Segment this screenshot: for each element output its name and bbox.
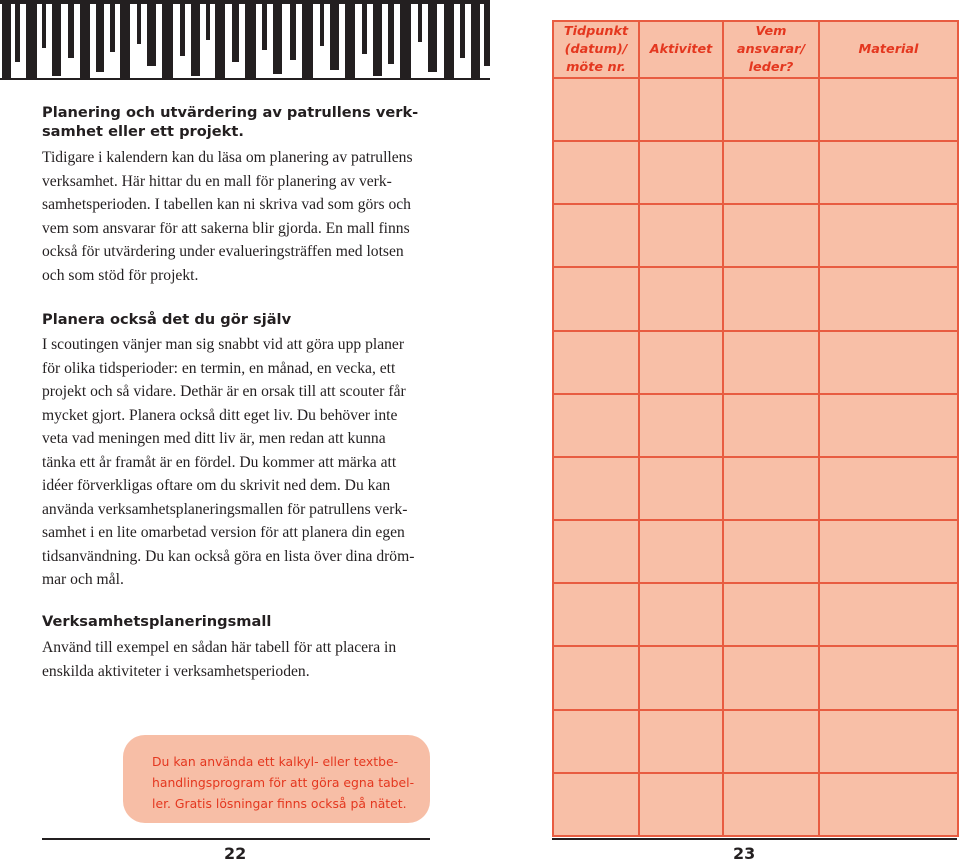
table-cell [723, 331, 819, 394]
table-row [553, 710, 958, 773]
table-cell [553, 520, 639, 583]
table-cell [723, 773, 819, 836]
table-row [553, 141, 958, 204]
table-cell [723, 710, 819, 773]
table-cell [639, 457, 723, 520]
text-line: tänka ett år framåt är en fördel. Du kommer att märka att [42, 453, 397, 471]
table-cell [639, 78, 723, 141]
table-cell [723, 394, 819, 457]
table-cell [819, 267, 958, 330]
table-row [553, 520, 958, 583]
section-heading-template: Verksamhetsplaneringsmall [42, 613, 272, 630]
table-row [553, 583, 958, 646]
page-number-left: 22 [224, 844, 247, 863]
text-line: Tidigare i kalendern kan du läsa om planering av patrullens [42, 149, 413, 166]
table-cell [553, 141, 639, 204]
table-cell [553, 773, 639, 836]
text-line: också för utvärdering under evalueringsträffen med lotsen [42, 243, 404, 260]
column-header-time: Tidpunkt (datum)/ möte nr. [553, 21, 639, 78]
table-cell [639, 646, 723, 709]
table-cell [723, 141, 819, 204]
table-cell [553, 457, 639, 520]
footer-rule-right [552, 838, 957, 840]
table-row [553, 394, 958, 457]
table-cell [819, 710, 958, 773]
table-cell [819, 331, 958, 394]
text-line: projekt och så vidare. Dethär är en orsak till att scouter får [42, 383, 406, 400]
table-cell [723, 646, 819, 709]
table-cell [723, 520, 819, 583]
table-cell [639, 710, 723, 773]
tip-callout [123, 735, 430, 823]
table-cell [819, 520, 958, 583]
table-cell [639, 141, 723, 204]
column-header-activity: Aktivitet [639, 21, 723, 78]
table-header-row [553, 21, 958, 78]
activity-planning-table [552, 20, 959, 837]
table-cell [819, 773, 958, 836]
text-line: tidsanvändning. Du kan också göra en lista över dina dröm- [42, 547, 415, 565]
table-row [553, 267, 958, 330]
tip-line: Du kan använda ett kalkyl- eller textbe- [152, 754, 399, 769]
text-line: för olika tidsperioder: en termin, en månad, en vecka, ett [42, 359, 396, 377]
text-line: I scoutingen vänjer man sig snabbt vid att göra upp planer [42, 336, 405, 353]
table-body [553, 78, 958, 836]
table-cell [723, 204, 819, 267]
table-cell [553, 267, 639, 330]
text-line: veta vad meningen med ditt liv är, men redan att kunna [42, 430, 386, 447]
table-cell [723, 583, 819, 646]
tip-line: handlingsprogram för att göra egna tabel- [152, 775, 415, 790]
table-cell [553, 78, 639, 141]
table-cell [819, 394, 958, 457]
table-row [553, 204, 958, 267]
table-row [553, 646, 958, 709]
table-cell [819, 141, 958, 204]
footer-rule-left [42, 838, 430, 840]
table-row [553, 331, 958, 394]
table-row [553, 78, 958, 141]
forest-silhouette-illustration [0, 0, 490, 80]
table-cell [819, 204, 958, 267]
table-cell [819, 646, 958, 709]
text-line: vem som ansvarar för att sakerna blir gjorda. En mall finns [42, 219, 410, 237]
text-line: använda verksamhetsplaneringsmallen för patrullens verk- [42, 500, 408, 518]
table-cell [553, 583, 639, 646]
heading-line: samhet eller ett projekt. [42, 122, 244, 140]
text-line: verksamhet. Här hittar du en mall för planering av verk- [42, 172, 392, 190]
section-heading-self-planning: Planera också det du gör själv [42, 311, 292, 328]
section-heading-planning [42, 104, 418, 141]
table-cell [553, 204, 639, 267]
text-line: Använd till exempel en sådan här tabell för att placera in [42, 639, 397, 656]
table-cell [723, 457, 819, 520]
table-cell [639, 520, 723, 583]
table-cell [639, 267, 723, 330]
text-line: samhet i en lite omarbetad version för att planera din egen [42, 524, 405, 541]
text-line: idéer förverkligas oftare om du skrivit ned dem. Du kan [42, 477, 391, 494]
table-row [553, 457, 958, 520]
text-line: mycket gjort. Planera också ditt eget liv. Du behöver inte [42, 406, 398, 424]
text-line: mar och mål. [42, 571, 124, 588]
table-cell [639, 204, 723, 267]
table-cell [639, 394, 723, 457]
text-line: samhetsperioden. I tabellen kan ni skriva vad som görs och [42, 196, 411, 213]
table-cell [723, 78, 819, 141]
table-cell [553, 646, 639, 709]
table-cell [553, 394, 639, 457]
paragraph-template [42, 636, 430, 683]
column-header-material: Material [819, 21, 958, 78]
table-cell [639, 583, 723, 646]
column-header-responsible: Vem ansvarar/ leder? [723, 21, 819, 78]
table-row [553, 773, 958, 836]
table-cell [639, 773, 723, 836]
tip-line: ler. Gratis lösningar finns också på nätet. [152, 796, 407, 811]
heading-line: Planering och utvärdering av patrullens verk- [42, 104, 419, 121]
page-number-right: 23 [733, 844, 756, 863]
table-cell [553, 710, 639, 773]
table-cell [639, 331, 723, 394]
table-cell [819, 583, 958, 646]
paragraph-planning [42, 146, 430, 287]
table-cell [723, 267, 819, 330]
table-cell [819, 78, 958, 141]
text-line: och som stöd för projekt. [42, 266, 199, 284]
text-line: enskilda aktiviteter i verksamhetsperioden. [42, 662, 310, 680]
table-cell [819, 457, 958, 520]
paragraph-self-planning [42, 333, 430, 592]
table-cell [553, 331, 639, 394]
